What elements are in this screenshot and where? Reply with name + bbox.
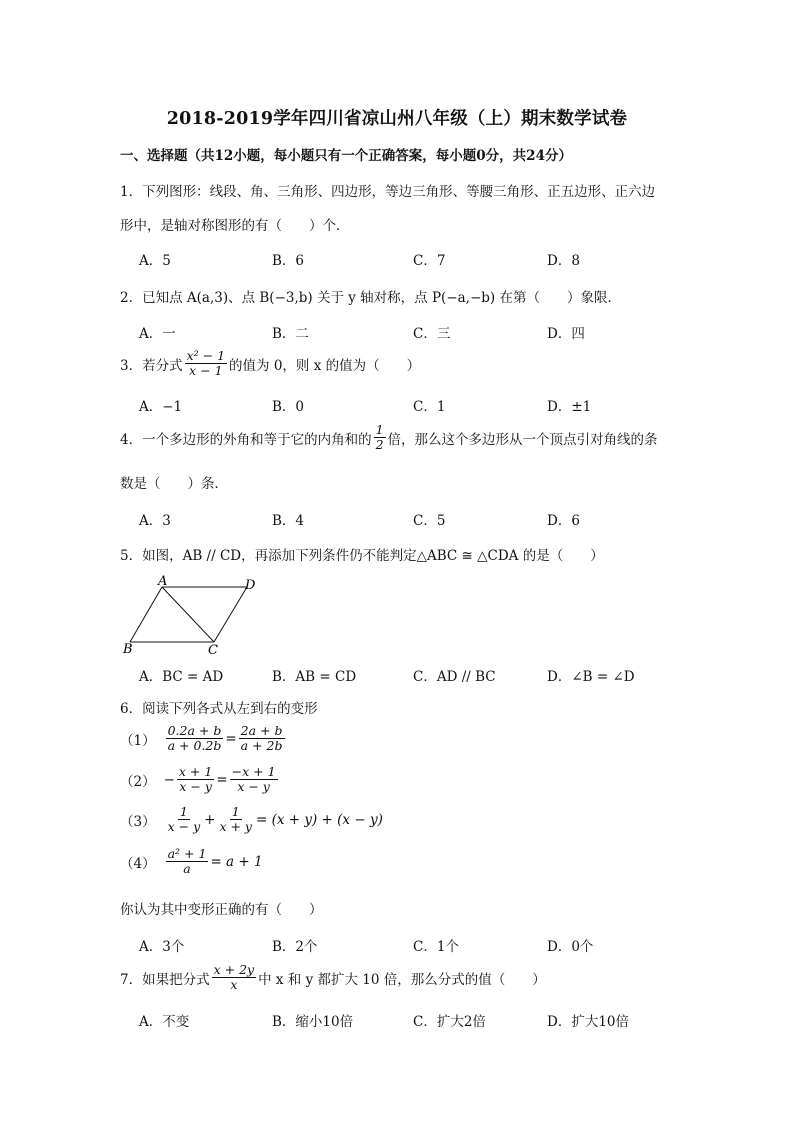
question-3-suffix: 的值为 0，则 x 的值为（ ） (229, 357, 421, 374)
item-index: （1） (120, 732, 156, 749)
minus-sign: − (163, 771, 175, 788)
question-5-options (139, 665, 679, 685)
fraction-numerator: 1 (179, 804, 188, 819)
option-d: D．6 (547, 513, 580, 529)
option-c: C．7 (413, 253, 446, 269)
question-1-options (139, 249, 679, 269)
segment-dc (214, 587, 247, 642)
fraction (230, 765, 278, 794)
fraction-numerator: 1 (231, 804, 240, 819)
option-b: B．2个 (272, 939, 318, 955)
item-index: （4） (120, 855, 156, 872)
option-c: C．5 (413, 513, 446, 529)
fraction-denominator: x − y (167, 819, 201, 834)
option-a: A．5 (139, 253, 171, 269)
fraction-denominator: x − y (179, 779, 212, 794)
parallelogram-figure (118, 574, 268, 659)
option-c: C．扩大2倍 (413, 1014, 486, 1030)
fraction-denominator: a (183, 861, 191, 876)
option-b: B．0 (272, 399, 305, 415)
fraction (185, 349, 227, 378)
option-b: B．4 (272, 513, 305, 529)
fraction-numerator: −x + 1 (231, 764, 276, 779)
transformation-4 (120, 847, 263, 876)
question-4-suffix: 倍，那么这个多边形从一个顶点引对角线的条 (387, 431, 658, 448)
question-7-options (139, 1010, 679, 1030)
question-3-options (139, 395, 679, 415)
option-a: A．BC = AD (139, 669, 224, 685)
option-b: B．6 (272, 253, 305, 269)
fraction-numerator: x + 2y (213, 962, 255, 977)
right-hand-side: = a + 1 (210, 853, 263, 870)
fraction-denominator: x − y (237, 779, 270, 794)
option-c: C．1个 (413, 939, 459, 955)
equals-sign: = (216, 771, 228, 788)
question-6-prompt: 你认为其中变形正确的有（ ） (120, 902, 323, 918)
option-a: A．3 (139, 513, 171, 529)
option-d: D．0个 (547, 939, 594, 955)
question-4-line-1 (120, 423, 658, 452)
question-6-text: 6．阅读下列各式从左到右的变形 (120, 701, 318, 717)
question-2-text: 2．已知点 A(a,3)、点 B(−3,b) 关于 y 轴对称，点 P(−a,−b) 在第（ ）象限． (120, 290, 621, 306)
option-b: B．缩小10倍 (272, 1014, 354, 1030)
question-5-text: 5．如图，AB // CD，再添加下列条件仍不能判定△ABC ≅ △CDA 的是（ ） (120, 548, 604, 564)
option-b: B．二 (272, 326, 309, 342)
fraction-numerator: 2a + b (240, 723, 283, 738)
question-7-text (120, 963, 546, 992)
fraction-denominator: 2 (375, 437, 384, 452)
fraction (166, 847, 209, 876)
fraction-numerator: x² − 1 (186, 348, 226, 363)
option-a: A．不变 (139, 1014, 190, 1030)
option-c: C．1 (413, 399, 446, 415)
transformation-3 (120, 805, 383, 834)
vertex-label-b: B (123, 642, 133, 657)
fraction (212, 963, 257, 992)
question-1-line-1: 1．下列图形：线段、角、三角形、四边形，等边三角形、等腰三角形、正五边形、正六边 (120, 184, 656, 200)
question-3-text (120, 349, 420, 378)
diagonal-ac (162, 587, 214, 642)
fraction-denominator: x − 1 (189, 363, 223, 378)
option-b: B．AB = CD (272, 669, 357, 685)
fraction-numerator: x + 1 (178, 764, 213, 779)
vertex-label-d: D (245, 578, 256, 593)
page-title: 2018-2019学年四川省凉山州八年级（上）期末数学试卷 (166, 109, 628, 129)
fraction-numerator: a² + 1 (167, 846, 207, 861)
fraction (374, 423, 386, 452)
question-4-options (139, 509, 679, 529)
equals-sign: = (225, 730, 237, 747)
right-hand-side: = (x + y) + (x − y) (256, 811, 383, 828)
item-index: （2） (120, 773, 156, 790)
fraction-denominator: a + 2b (240, 738, 283, 753)
option-c: C．三 (413, 326, 451, 342)
question-4-prefix: 4．一个多边形的外角和等于它的内角和的 (120, 431, 372, 448)
segment-ab (130, 587, 162, 642)
section-heading: 一、选择题（共12小题，每小题只有一个正确答案，每小题0分，共24分） (120, 148, 572, 164)
transformation-2 (120, 765, 280, 794)
fraction-denominator: x + y (219, 819, 252, 834)
fraction-denominator: a + 0.2b (167, 738, 222, 753)
question-2-options (139, 322, 679, 342)
vertex-label-a: A (158, 574, 168, 589)
question-3-prefix: 3．若分式 (120, 357, 183, 374)
question-4-line-2: 数是（ ）条． (120, 476, 228, 492)
transformation-1 (120, 724, 287, 753)
fraction-numerator: 0.2a + b (167, 723, 222, 738)
option-a: A．一 (139, 326, 176, 342)
option-d: D．±1 (547, 399, 592, 415)
question-6-options (139, 935, 679, 955)
option-a: A．−1 (139, 399, 183, 415)
question-1-line-2: 形中，是轴对称图形的有（ ）个． (120, 218, 350, 234)
plus-sign: + (204, 811, 216, 828)
option-d: D．扩大10倍 (547, 1014, 630, 1030)
option-d: D．四 (547, 326, 585, 342)
question-7-prefix: 7．如果把分式 (120, 971, 210, 988)
fraction-denominator: x (230, 977, 238, 992)
fraction (217, 805, 254, 834)
fraction (239, 724, 285, 753)
option-c: C．AD // BC (413, 669, 496, 685)
fraction (166, 805, 203, 834)
option-d: D．8 (547, 253, 580, 269)
fraction-numerator: 1 (375, 422, 384, 437)
fraction (166, 724, 224, 753)
option-a: A．3个 (139, 939, 185, 955)
question-7-suffix: 中 x 和 y 都扩大 10 倍，那么分式的值（ ） (258, 971, 546, 988)
fraction (177, 765, 214, 794)
option-d: D．∠B = ∠D (547, 669, 635, 685)
item-index: （3） (120, 813, 156, 830)
vertex-label-c: C (208, 643, 218, 658)
